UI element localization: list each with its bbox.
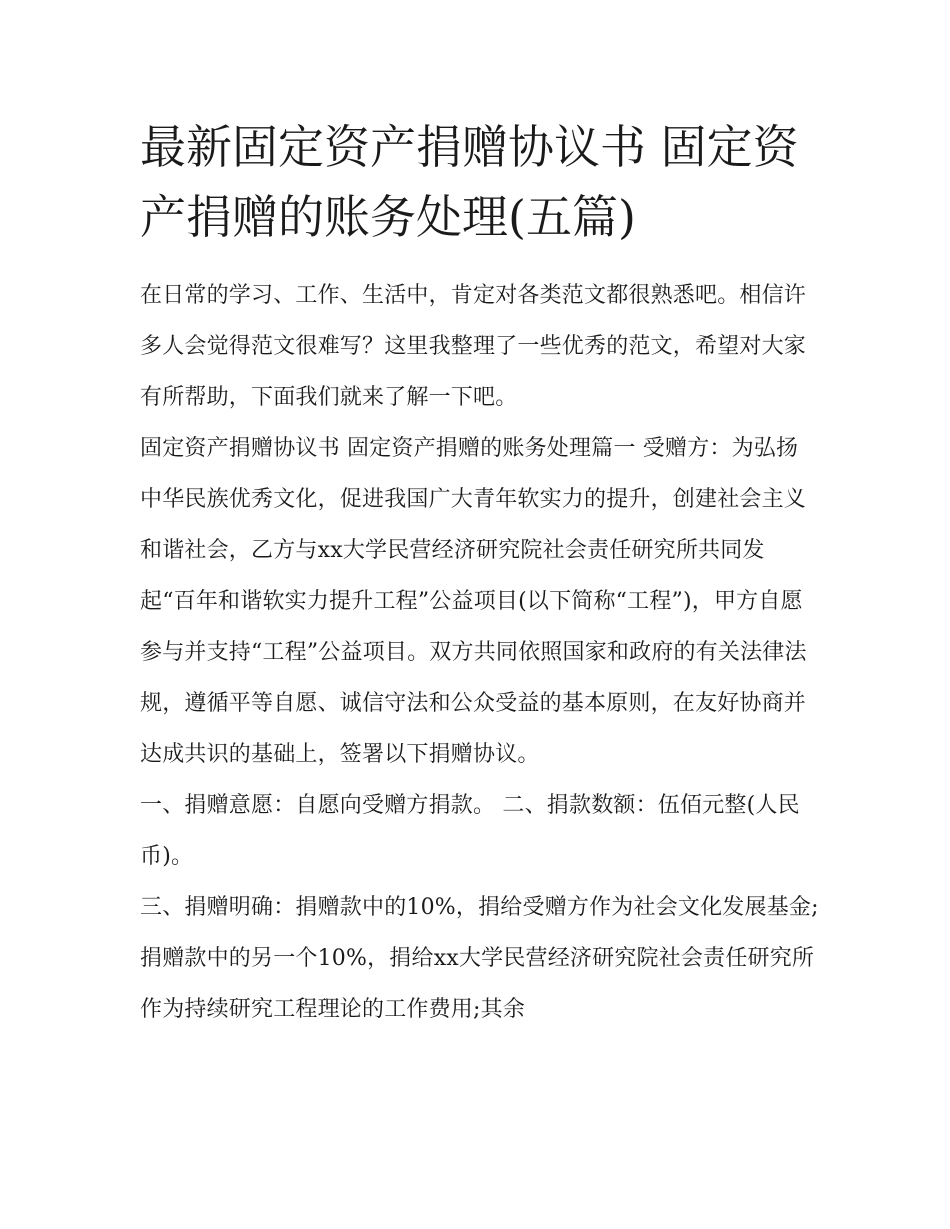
document-title: 最新固定资产捐赠协议书 固定资产捐赠的账务处理(五篇) <box>140 120 799 244</box>
paragraph-donation-intent-amount: 一、捐赠意愿：自愿向受赠方捐款。 二、捐款数额：伍佰元整(人民币)。 <box>140 793 800 869</box>
document-body <box>140 270 820 1035</box>
document-page <box>140 112 820 1035</box>
paragraph-intro: 在日常的学习、工作、生活中，肯定对各类范文都很熟悉吧。相信许多人会觉得范文很难写？这里我整理了一些优秀的范文，希望对大家有所帮助，下面我们就来了解一下吧。 <box>140 283 807 410</box>
paragraph-agreement-preamble: 固定资产捐赠协议书 固定资产捐赠的账务处理篇一 受赠方：为弘扬中华民族优秀文化，促进我国广大青年软实力的提升，创建社会主义和谐社会，乙方与xx大学民营经济研究院社会责任研究所共同发起“百年和谐软实力提升工程”公益项目(以下简称“工程”)，甲方自愿参与并支持“工程”公益项目。双方共同依照国家和政府的有关法律法规，遵循平等自愿、诚信守法和公众受益的基本原则，在友好协商并达成共识的基础上，签署以下捐赠协议。 <box>140 436 807 767</box>
paragraph-donation-allocation: 三、捐赠明确：捐赠款中的10%，捐给受赠方作为社会文化发展基金;捐赠款中的另一个10%，捐给xx大学民营经济研究院社会责任研究所作为持续研究工程理论的工作费用;其余 <box>140 895 819 1022</box>
